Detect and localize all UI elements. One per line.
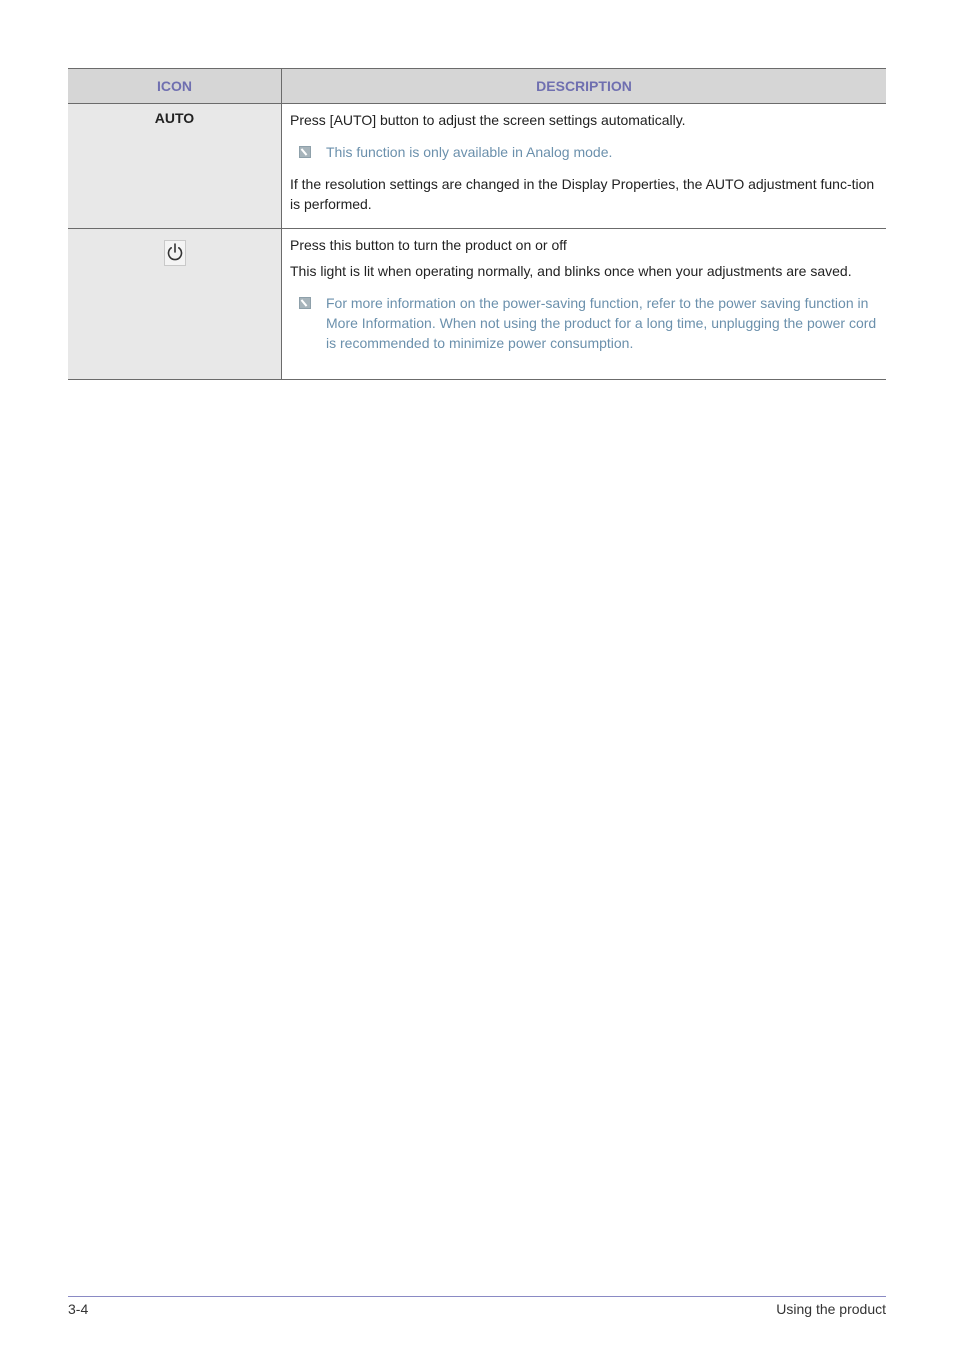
auto-note — [290, 142, 878, 162]
table-row — [68, 229, 886, 380]
auto-description — [282, 104, 887, 229]
auto-resolution-text: If the resolution settings are changed in the Display Properties, the AUTO adjustment func-tion is performed. — [290, 176, 875, 212]
power-icon-graphic — [165, 241, 185, 265]
power-note-text: For more information on the power-saving function, refer to the power saving function in More Information. When not using the product for a long time, unplugging the power cord is recommended to minimize power consumption. — [326, 295, 877, 351]
description-column-header: DESCRIPTION — [282, 69, 887, 104]
table-row — [68, 104, 886, 229]
note-icon — [299, 297, 311, 309]
auto-note-text: This function is only available in Analog mode. — [326, 144, 613, 160]
power-description-text: Press this button to turn the product on or off — [290, 237, 567, 253]
footer-section-title: Using the product — [776, 1301, 886, 1317]
power-icon-cell — [68, 229, 282, 380]
table-header-row — [68, 69, 886, 104]
note-icon — [299, 146, 311, 158]
power-description — [282, 229, 887, 380]
footer-divider — [68, 1296, 886, 1297]
auto-description-text: Press [AUTO] button to adjust the screen settings automatically. — [290, 112, 686, 128]
icon-column-header: ICON — [68, 69, 282, 104]
power-note — [290, 293, 878, 353]
auto-icon-label: AUTO — [68, 104, 282, 229]
page-number: 3-4 — [68, 1301, 89, 1317]
power-light-text: This light is lit when operating normally, and blinks once when your adjustments are saved. — [290, 263, 852, 279]
power-icon — [164, 240, 186, 266]
icon-description-table — [68, 68, 886, 380]
